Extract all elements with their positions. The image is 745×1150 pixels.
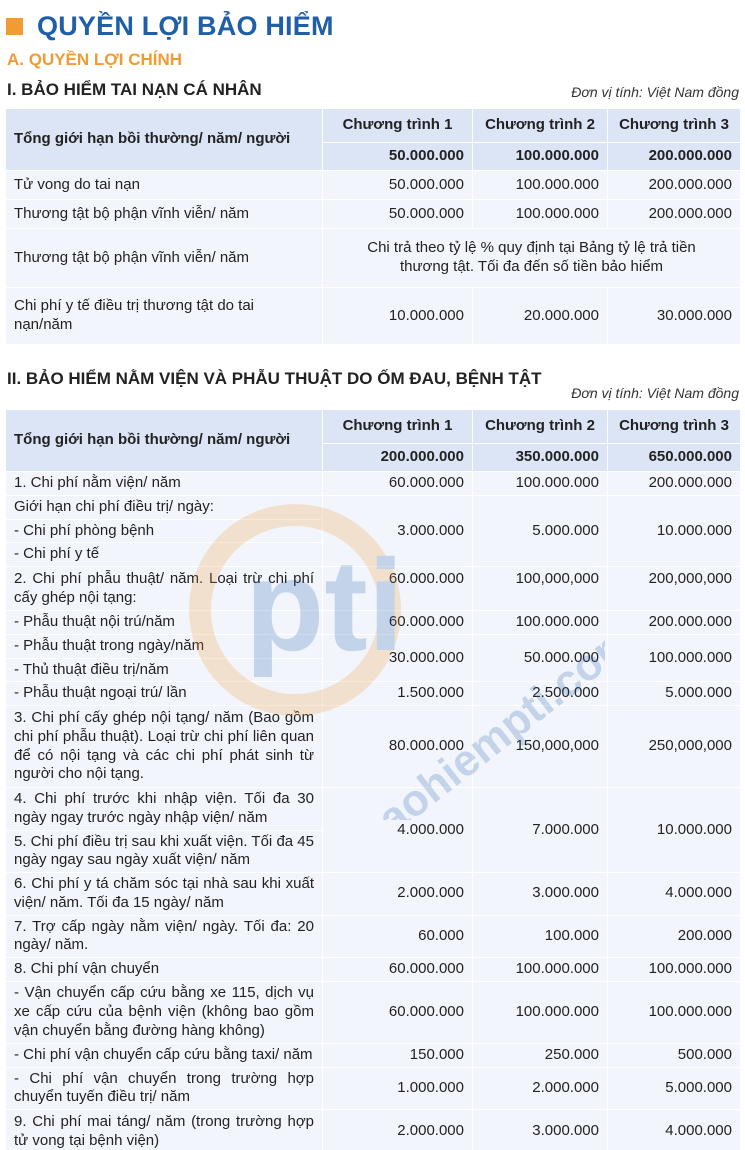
hospital-surgery-table	[5, 409, 741, 1150]
program-1-header: Chương trình 1	[323, 109, 473, 143]
subsection-title: A. QUYỀN LỢI CHÍNH	[7, 50, 183, 69]
table-row: - Chi phí y tế	[6, 543, 741, 567]
payout-note: Chi trả theo tỷ lệ % quy định tại Bảng tỷ lệ trả tiền thương tật. Tối đa đến số tiền bảo hiểm	[323, 229, 741, 288]
table-row: 1. Chi phí nằm viện/ năm 60.000.000 100.000.000 200.000.000	[6, 472, 741, 496]
program-3-total: 650.000.000	[608, 444, 741, 472]
table-row: - Phẫu thuật nội trú/năm 60.000.000 100.000.000 200.000.000	[6, 611, 741, 635]
table-row: 8. Chi phí vận chuyển 60.000.000 100.000.000 100.000.000	[6, 958, 741, 982]
section1-unit: Đơn vị tính: Việt Nam đồng	[571, 84, 739, 100]
table-row: Thương tật bộ phận vĩnh viễn/ năm 50.000.000 100.000.000 200.000.000	[6, 200, 741, 229]
program-2-total: 100.000.000	[473, 143, 608, 171]
program-2-header: Chương trình 2	[473, 109, 608, 143]
table-row: Giới hạn chi phí điều trị/ ngày: 3.000.000 5.000.000 10.000.000	[6, 495, 741, 519]
table-row: - Vận chuyển cấp cứu bằng xe 115, dịch vụ xe cấp cứu của bệnh viện (không bao gồm vận chuyển bằng đường hàng không) 60.000.000 100.000.000 100.000.000	[6, 981, 741, 1043]
table-row: - Chi phí phòng bệnh	[6, 519, 741, 543]
table-row: 5. Chi phí điều trị sau khi xuất viện. Tối đa 45 ngày ngay sau ngày xuất viện/ năm	[6, 830, 741, 873]
header-label: Tổng giới hạn bồi thường/ năm/ người	[6, 109, 323, 171]
accident-insurance-table	[5, 108, 741, 345]
table-row: 2. Chi phí phẫu thuật/ năm. Loại trừ chi phí cấy ghép nội tạng: 60.000.000 100,000,000 200,000,000	[6, 567, 741, 611]
table-row: - Phẫu thuật trong ngày/năm 30.000.000 50.000.000 100.000.000	[6, 634, 741, 658]
table-row: Thương tật bộ phận vĩnh viễn/ năm Chi trả theo tỷ lệ % quy định tại Bảng tỷ lệ trả tiền thương tật. Tối đa đến số tiền bảo hiểm	[6, 229, 741, 288]
table-row: 6. Chi phí y tá chăm sóc tại nhà sau khi xuất viện/ năm. Tối đa 15 ngày/ năm 2.000.000 3.000.000 4.000.000	[6, 873, 741, 916]
table-row: - Phẫu thuật ngoại trú/ lần 1.500.000 2.500.000 5.000.000	[6, 682, 741, 706]
page-title: QUYỀN LỢI BẢO HIỂM	[6, 8, 334, 44]
table-row: 4. Chi phí trước khi nhập viện. Tối đa 30 ngày ngay trước ngày nhập viện/ năm 4.000.000 7.000.000 10.000.000	[6, 788, 741, 831]
table-row: - Thủ thuật điều trị/năm	[6, 658, 741, 682]
table-row: 7. Trợ cấp ngày nằm viện/ ngày. Tối đa: 20 ngày/ năm. 60.000 100.000 200.000	[6, 915, 741, 958]
program-2-header: Chương trình 2	[473, 410, 608, 444]
title-marker-icon	[6, 18, 23, 35]
section2-unit: Đơn vị tính: Việt Nam đồng	[571, 385, 739, 401]
header-label: Tổng giới hạn bồi thường/ năm/ người	[6, 410, 323, 472]
program-3-total: 200.000.000	[608, 143, 741, 171]
program-1-total: 50.000.000	[323, 143, 473, 171]
svg-text:pti: pti	[245, 532, 404, 678]
table-row: Chi phí y tế điều trị thương tật do tai nạn/năm 10.000.000 20.000.000 30.000.000	[6, 288, 741, 345]
table-row: - Chi phí vận chuyển trong trường hợp chuyển tuyến điều trị/ năm 1.000.000 2.000.000 5.000.000	[6, 1067, 741, 1110]
table-row: - Chi phí vận chuyển cấp cứu bằng taxi/ năm 150.000 250.000 500.000	[6, 1043, 741, 1067]
program-2-total: 350.000.000	[473, 444, 608, 472]
table-row: Tử vong do tai nạn 50.000.000 100.000.000 200.000.000	[6, 171, 741, 200]
section1-heading: I. BẢO HIỂM TAI NẠN CÁ NHÂN	[7, 80, 262, 99]
table-row: 9. Chi phí mai táng/ năm (trong trường hợp tử vong tại bệnh viện) 2.000.000 3.000.000 4.000.000	[6, 1110, 741, 1150]
program-1-total: 200.000.000	[323, 444, 473, 472]
program-1-header: Chương trình 1	[323, 410, 473, 444]
table-row: 3. Chi phí cấy ghép nội tạng/ năm (Bao gồm chi phí phẫu thuật). Loại trừ chi phí liên quan để có nội tạng và các chi phí phát sinh từ người cho nội tạng. 80.000.000 150,000,000 250,000,000	[6, 706, 741, 788]
program-3-header: Chương trình 3	[608, 109, 741, 143]
program-3-header: Chương trình 3	[608, 410, 741, 444]
section2-heading: II. BẢO HIỂM NẰM VIỆN VÀ PHẪU THUẬT DO ỐM ĐAU, BỆNH TẬT	[7, 369, 542, 388]
